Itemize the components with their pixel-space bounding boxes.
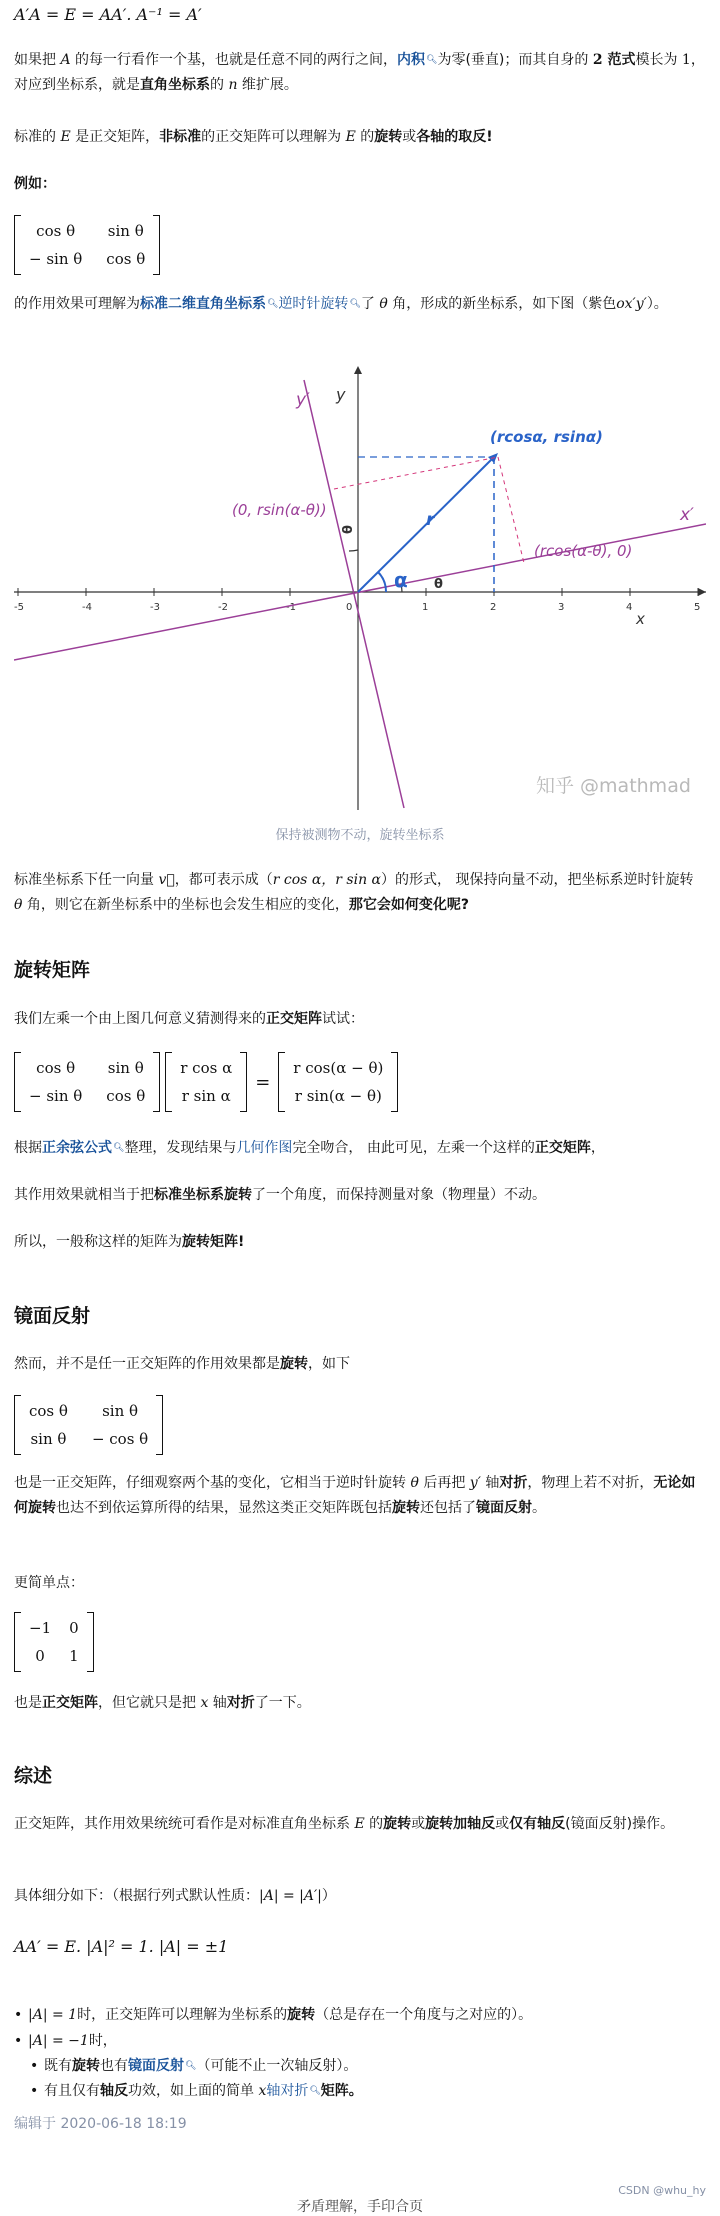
paragraph-rotation-effect: 的作用效果可理解为标准二维直角坐标系🔍︎逆时针旋转🔍︎了 θ 角，形成的新坐标系，如下图（紫色ox′y′）。 xyxy=(14,292,706,317)
matrix-rotation-1 xyxy=(14,215,160,275)
y-axis-label: y xyxy=(336,385,346,404)
x-tick-label: 0 xyxy=(346,602,353,613)
matrix-cell: − sin θ xyxy=(29,1087,83,1105)
heading-summary: 综述 xyxy=(14,1765,53,1787)
matrix-cell: −1 xyxy=(29,1619,52,1637)
matrix-reflection xyxy=(14,1395,163,1455)
matrix-cell: r cos(α − θ) xyxy=(293,1059,384,1077)
paragraph-naming: 所以，一般称这样的矩阵为旋转矩阵! xyxy=(14,1234,245,1250)
x-tick-label: -3 xyxy=(150,602,160,613)
x-tick-label: -5 xyxy=(14,602,24,613)
y-axis-arrow xyxy=(354,366,362,374)
matrix-cell: sin θ xyxy=(107,1059,144,1077)
x-tick-label: 3 xyxy=(558,602,565,613)
matrix-cell: − cos θ xyxy=(91,1430,149,1448)
matrix-cell: cos θ xyxy=(36,1059,76,1077)
matrix-cell: − sin θ xyxy=(29,250,83,268)
matrix-cell: r sin α xyxy=(181,1087,231,1105)
paragraph-trig-formula: 根据正余弦公式🔍︎整理，发现结果与几何作图完全吻合， 由此可见，左乘一个这样的正交矩阵， xyxy=(14,1136,706,1161)
matrix-cell: r sin(α − θ) xyxy=(294,1087,382,1105)
search-icon: 🔍︎ xyxy=(426,55,438,65)
theta-arc-y xyxy=(349,550,358,551)
matrix-cell: cos θ xyxy=(36,222,76,240)
paragraph-standard-e: 标准的 E 是正交矩阵，非标准的正交矩阵可以理解为 E 的旋转或各轴的取反! xyxy=(14,129,493,145)
watermark: 知乎 @mathmad xyxy=(536,775,691,797)
matrix-cell: 1 xyxy=(69,1647,79,1665)
edit-timestamp[interactable]: 编辑于 2020-06-18 18:19 xyxy=(14,2116,187,2132)
example-label: 例如： xyxy=(14,176,56,192)
link-axis-fold[interactable]: 轴对折🔍︎ xyxy=(266,2083,320,2099)
figure-caption: 保持被测物不动，旋转坐标系 xyxy=(275,828,445,843)
dash-proj-x xyxy=(498,457,524,563)
link-inner-product[interactable]: 内积🔍︎ xyxy=(397,52,437,68)
top-formula: A′A = E = AA′. A⁻¹ = A′ xyxy=(14,5,202,24)
matrix-cell: sin θ xyxy=(102,1402,139,1420)
theta-label-y: θ xyxy=(341,525,356,534)
x-tick-label: 1 xyxy=(422,602,429,613)
x-tick-label: -1 xyxy=(286,602,296,613)
link-mirror-reflection[interactable]: 镜面反射🔍︎ xyxy=(128,2058,196,2074)
matrix-cell: r cos α xyxy=(180,1059,233,1077)
link-ccw-rotation[interactable]: 逆时针旋转🔍︎ xyxy=(278,296,360,312)
alpha-label: α xyxy=(394,568,408,592)
list-item: • |A| = −1时， xyxy=(14,2033,117,2049)
x-tick-label: 5 xyxy=(694,602,701,613)
theta-label-x: θ xyxy=(434,577,443,592)
paragraph-x-fold: 也是正交矩阵，但它就只是把 x 轴对折了一下。 xyxy=(14,1695,311,1711)
proj-y-label: (0, rsin(α-θ)) xyxy=(232,501,327,519)
heading-mirror: 镜面反射 xyxy=(14,1305,91,1327)
list-item: • |A| = 1时，正交矩阵可以理解为坐标系的旋转（总是存在一个角度与之对应的）。 xyxy=(14,2007,533,2023)
paragraph-left-multiply: 我们左乘一个由上图几何意义猜测得来的正交矩阵试试： xyxy=(14,1011,364,1027)
paragraph-fold: 也是一正交矩阵，仔细观察两个基的变化，它相当于逆时针旋转 θ 后再把 y′ 轴对折，物理上若不对折，无论如何旋转也达不到依运算所得的结果，显然这类正交矩阵既包括旋转还包括了镜面反射。 xyxy=(14,1475,696,1516)
x-tick-label: 4 xyxy=(626,602,633,613)
search-icon: 🔍︎ xyxy=(349,299,361,309)
bottom-truncated-text: 矛盾理解，手印合页 xyxy=(297,2199,423,2215)
link-geometric-construction[interactable]: 几何作图 xyxy=(236,1140,293,1156)
matrix-equation xyxy=(14,1052,398,1112)
matrix-cell: cos θ xyxy=(106,1087,146,1105)
matrix-x-flip xyxy=(14,1612,94,1672)
paragraph-summary: 正交矩阵，其作用效果统统可看作是对标准直角坐标系 E 的旋转或旋转加轴反或仅有轴反(镜面反射)操作。 xyxy=(14,1816,675,1832)
link-trig-formula[interactable]: 正余弦公式🔍︎ xyxy=(42,1140,124,1156)
x-axis-arrow xyxy=(698,588,706,596)
r-label: r xyxy=(426,510,435,530)
matrix-cell: cos θ xyxy=(106,250,146,268)
list-item: • 有且仅有轴反功效，如上面的简单 x轴对折🔍︎矩阵。 xyxy=(30,2079,706,2103)
paragraph-inner-product: 如果把 A 的每一行看作一个基，也就是任意不同的两行之间，内积🔍︎为零(垂直)；而其自身的 2 范式模长为 1，对应到坐标系，就是直角坐标系的 n 维扩展。 xyxy=(14,48,706,98)
paragraph-simpler: 更简单点： xyxy=(14,1575,84,1591)
x-tick-label: -4 xyxy=(82,602,92,613)
paragraph-determinant: 具体细分如下：（根据行列式默认性质：|A| = |A′|） xyxy=(14,1888,336,1904)
x-tick-label: -2 xyxy=(218,602,228,613)
paragraph-not-all-rotations: 然而，并不是任一正交矩阵的作用效果都是旋转，如下 xyxy=(14,1356,350,1372)
link-2d-coordinates[interactable]: 标准二维直角坐标系🔍︎ xyxy=(140,296,278,312)
rotation-figure xyxy=(14,360,706,810)
formula-determinant: AA′ = E. |A|² = 1. |A| = ±1 xyxy=(14,1937,229,1956)
list-item: • 既有旋转也有镜面反射🔍︎（可能不止一次轴反射）。 xyxy=(30,2054,706,2078)
paragraph-vector: 标准坐标系下任一向量 v⃗，都可表示成（r cos α，r sin α）的形式， 现保持向量不动，把坐标系逆时针旋转 θ 角，则它在新坐标系中的坐标也会发生相应的变化，那它会如何变化呢? xyxy=(14,872,694,913)
search-icon: 🔍︎ xyxy=(113,1143,125,1153)
csdn-watermark: CSDN @whu_hy xyxy=(618,2184,706,2197)
matrix-cell: sin θ xyxy=(107,222,144,240)
matrix-cell: cos θ xyxy=(29,1402,68,1420)
matrix-cell: 0 xyxy=(35,1647,45,1665)
matrix-cell: 0 xyxy=(69,1619,79,1637)
equals-sign: = xyxy=(255,1071,271,1093)
point-label: (rcosα, rsinα) xyxy=(490,428,603,446)
matrix-cell: sin θ xyxy=(30,1430,67,1448)
paragraph-rotation-effect-2: 其作用效果就相当于把标准坐标系旋转了一个角度，而保持测量对象（物理量）不动。 xyxy=(14,1187,546,1203)
heading-rotation-matrix: 旋转矩阵 xyxy=(14,959,91,981)
search-icon: 🔍︎ xyxy=(185,2061,197,2071)
alpha-arc xyxy=(378,572,386,592)
x-tick-label: 2 xyxy=(490,602,497,613)
y-prime-label: y′ xyxy=(296,390,310,410)
x-prime-label: x′ xyxy=(680,505,694,525)
x-axis-label: x xyxy=(636,610,645,628)
proj-x-label: (rcos(α-θ), 0) xyxy=(534,542,633,560)
y-prime-axis xyxy=(304,380,404,808)
search-icon: 🔍︎ xyxy=(267,299,279,309)
search-icon: 🔍︎ xyxy=(309,2086,321,2096)
